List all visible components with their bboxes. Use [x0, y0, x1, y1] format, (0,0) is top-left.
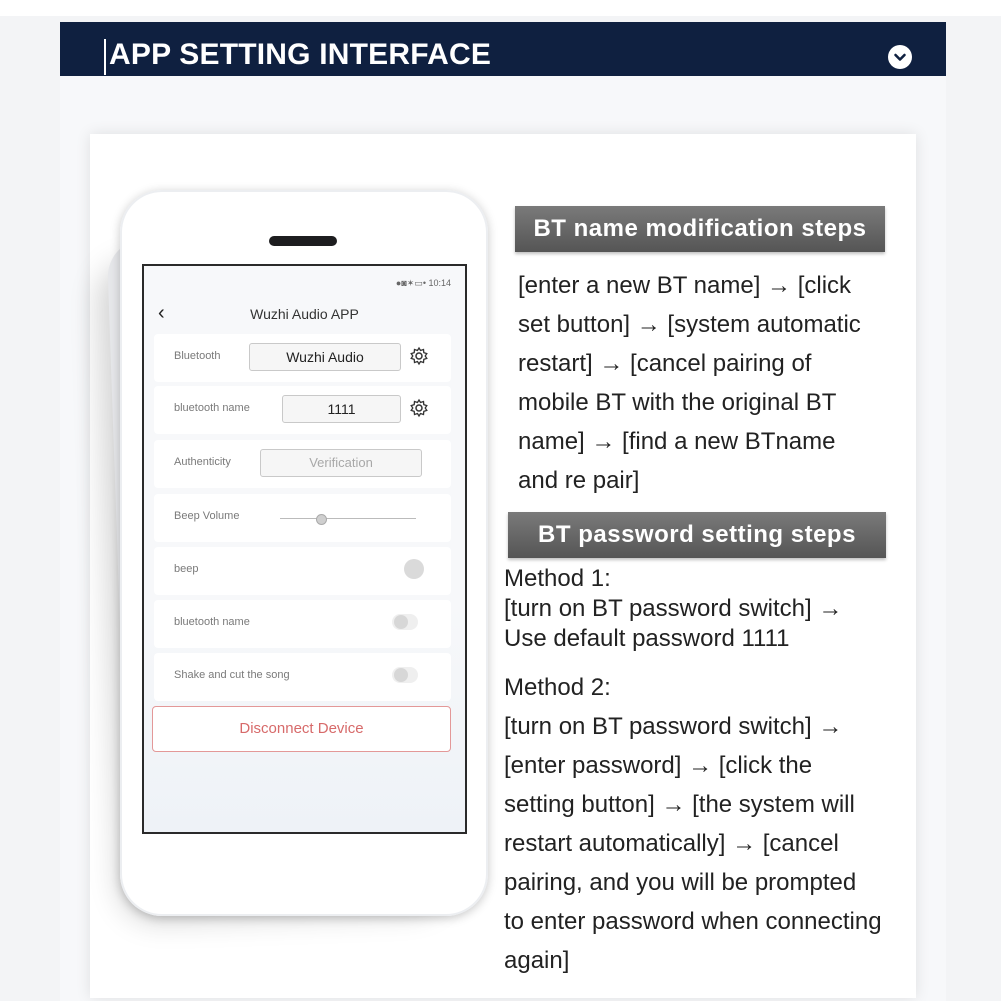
shake-toggle[interactable]: [392, 667, 418, 683]
method2-text: [504, 668, 882, 980]
method-line: restart automatically] → [cancel: [504, 830, 839, 857]
beep-volume-row: [154, 494, 451, 542]
step-line: and re pair]: [518, 467, 640, 494]
content-card: [90, 134, 916, 998]
bt-name-steps-heading: BT name modification steps: [515, 206, 885, 252]
bluetooth-row: [154, 334, 451, 382]
phone-mockup: [120, 190, 488, 916]
product-panel: [60, 22, 946, 1001]
method-line: setting button] → [the system will: [504, 791, 855, 818]
gear-icon[interactable]: [409, 398, 429, 418]
bluetooth-label: Bluetooth: [174, 350, 221, 362]
section-title: APP SETTING INTERFACE: [109, 38, 492, 71]
method-line: Method 1:: [504, 565, 611, 592]
method-line: to enter password when connecting: [504, 908, 882, 935]
bt-password-steps-heading: BT password setting steps: [508, 512, 886, 558]
method-line: Method 2:: [504, 674, 611, 701]
disconnect-button[interactable]: Disconnect Device: [152, 706, 451, 752]
btname-label: bluetooth name: [174, 402, 250, 414]
step-line: [enter a new BT name] → [click: [518, 272, 852, 299]
bluetooth-field[interactable]: Wuzhi Audio: [249, 343, 401, 371]
btname-row: [154, 386, 451, 434]
btname-toggle-label: bluetooth name: [174, 616, 250, 628]
beep-label: beep: [174, 563, 199, 575]
beep-volume-track[interactable]: [280, 518, 416, 519]
beep-volume-label: Beep Volume: [174, 510, 240, 522]
gear-icon[interactable]: [409, 346, 429, 366]
method-line: [enter password] → [click the: [504, 752, 813, 779]
step-line: restart] → [cancel pairing of: [518, 350, 812, 377]
btname-field[interactable]: 1111: [282, 395, 401, 423]
section-header[interactable]: [60, 22, 946, 76]
chevron-down-icon[interactable]: [888, 45, 912, 69]
top-strip: [0, 0, 1001, 16]
toggle-knob: [394, 615, 408, 629]
phone-speaker: [269, 236, 337, 246]
method-line: pairing, and you will be prompted: [504, 869, 857, 896]
shake-row: [154, 653, 451, 701]
status-bar: ●◙✶▭• 10:14: [395, 278, 451, 288]
method-line: Use default password 1111: [504, 625, 790, 652]
beep-toggle[interactable]: [404, 559, 424, 579]
method-line: [turn on BT password switch] →: [504, 713, 843, 740]
back-icon[interactable]: ‹: [158, 302, 165, 324]
header-bar: [104, 39, 106, 75]
step-line: mobile BT with the original BT: [518, 389, 837, 416]
method-line: again]: [504, 947, 570, 974]
toggle-knob: [394, 668, 408, 682]
shake-label: Shake and cut the song: [174, 669, 290, 681]
method-line: [turn on BT password switch] →: [504, 595, 843, 622]
step-line: set button] → [system automatic: [518, 311, 861, 338]
app-title: Wuzhi Audio APP: [250, 306, 359, 322]
beep-row: [154, 547, 451, 595]
phone-screen: [142, 264, 467, 834]
beep-volume-knob[interactable]: [316, 514, 327, 525]
step-line: name] → [find a new BTname: [518, 428, 836, 455]
authenticity-label: Authenticity: [174, 456, 231, 468]
authenticity-row: [154, 440, 451, 488]
bt-name-steps-text: [518, 266, 861, 500]
verification-field[interactable]: Verification: [260, 449, 422, 477]
btname-toggle-row: [154, 600, 451, 648]
btname-toggle[interactable]: [392, 614, 418, 630]
method1-text: [504, 564, 842, 654]
